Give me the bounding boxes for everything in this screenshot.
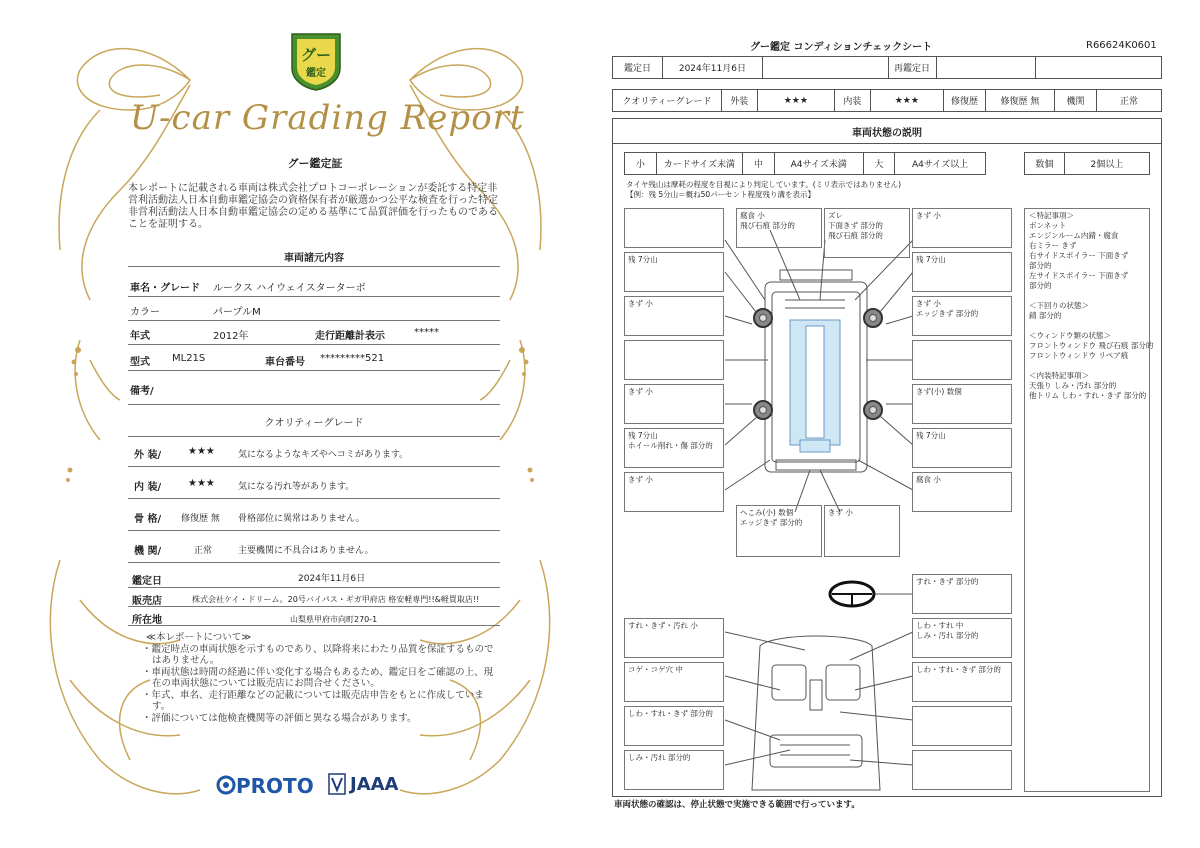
date-value: 2024年11月6日 — [298, 574, 366, 584]
condition-check-sheet — [600, 0, 1200, 848]
proto-logo-icon — [216, 774, 236, 796]
condition-text: エッジきず 部分的 — [740, 518, 803, 527]
condition-box — [912, 208, 1012, 248]
condition-text: 飛び石痕 部分的 — [740, 221, 795, 230]
size-small-label: 小 — [625, 153, 657, 175]
jaaa-logo: JAAA — [350, 774, 399, 795]
condition-box — [912, 662, 1012, 702]
condition-box — [624, 296, 724, 336]
shop-value: 株式会社ケイ・ドリーム。20号バイパス・ギガ甲府店 格安軽専門!!&軽買取店!! — [192, 595, 480, 604]
note-line: 左サイドスポイラー 下面きず — [1029, 271, 1129, 280]
size-large-desc: A4サイズ以上 — [895, 153, 986, 175]
certificate-title: グー鑑定証 — [287, 157, 343, 170]
count-desc: 2個以上 — [1064, 153, 1149, 175]
grade-interior-label: 内 装/ — [134, 482, 162, 493]
model-label: 型式 — [130, 357, 150, 368]
spec-title: 車両諸元内容 — [284, 253, 344, 264]
tire-note-line: タイヤ残山は摩耗の程度を目視により判定しています。(ミリ表示ではありません) — [626, 180, 902, 189]
condition-text: 残 7分山 — [628, 255, 658, 264]
condition-box — [824, 505, 900, 557]
tire-note-line: 【例：残 5分山＝概ね50パーセント程度残り溝を表示】 — [626, 190, 816, 199]
divider — [128, 266, 500, 267]
condition-box — [912, 706, 1012, 746]
jaaa-logo-icon — [326, 772, 348, 796]
engine-label: 機関 — [1055, 90, 1097, 112]
grade-frame-value: 修復歴 無 — [181, 514, 220, 524]
address-label: 所在地 — [132, 615, 162, 626]
condition-text: エッジきず 部分的 — [916, 309, 979, 318]
condition-text: きず 小 — [628, 299, 653, 308]
condition-box — [912, 428, 1012, 468]
divider — [128, 344, 500, 345]
condition-text: 残 7分山 — [916, 255, 946, 264]
chassis-value: *********521 — [320, 353, 385, 364]
condition-text: きず 小 — [916, 299, 941, 308]
condition-box — [624, 662, 724, 702]
model-value: ML21S — [172, 353, 206, 364]
condition-text: きず 小 — [916, 211, 941, 220]
date-label: 鑑定日 — [613, 57, 663, 79]
note-item: ・鑑定時点の車両状態を示すものであり、以降将来にわたり品質を保証するものではありません。 — [142, 643, 494, 666]
note-line: フロントウィンドウ 飛び石痕 部分的 — [1029, 341, 1154, 350]
redate-label: 再鑑定日 — [888, 57, 936, 79]
divider — [128, 530, 500, 531]
condition-text: しわ・すれ・きず 部分的 — [916, 665, 1001, 674]
divider — [128, 370, 500, 371]
divider — [128, 498, 500, 499]
badge-top-text: グー — [300, 46, 332, 64]
condition-text: ホイール削れ・傷 部分的 — [628, 441, 713, 450]
divider — [128, 606, 500, 607]
exterior-value: ★★★ — [757, 90, 835, 112]
divider — [128, 562, 500, 563]
condition-text: コゲ・コゲ穴 中 — [628, 665, 683, 674]
condition-box — [624, 750, 724, 790]
condition-text: すれ・きず 部分的 — [916, 577, 979, 586]
divider — [128, 625, 500, 626]
condition-text: しみ・汚れ 部分的 — [628, 753, 691, 762]
sheet-title: グー鑑定 コンディションチェックシート — [750, 42, 933, 53]
sheet-code: R66624K0601 — [1086, 40, 1157, 51]
year-value: 2012年 — [213, 331, 249, 342]
condition-text: すれ・きず・汚れ 小 — [628, 621, 698, 630]
note-line: 錆 部分的 — [1029, 311, 1062, 320]
condition-box — [824, 208, 910, 258]
goo-kantei-badge-icon — [286, 30, 346, 92]
condition-box — [912, 618, 1012, 658]
note-item: ・評価については他検査機関等の評価と異なる場合があります。 — [142, 712, 417, 724]
address-value: 山梨県甲府市向町270-1 — [290, 615, 378, 624]
size-mid-label: 中 — [743, 153, 775, 175]
condition-box — [624, 384, 724, 424]
note-line: 他トリム しわ・すれ・きず 部分的 — [1029, 391, 1147, 400]
divider — [128, 404, 500, 405]
size-mid-desc: A4サイズ未満 — [774, 153, 863, 175]
condition-box — [912, 340, 1012, 380]
size-large-label: 大 — [863, 153, 895, 175]
mileage-label: 走行距離計表示 — [315, 331, 385, 342]
condition-text: 腐食 小 — [740, 211, 765, 220]
size-small-desc: カードサイズ未満 — [656, 153, 743, 175]
note-line: ボンネット — [1029, 221, 1067, 230]
note-item: ・年式、車名、走行距離などの記載については販売店申告をもとに作成しています。 — [142, 689, 484, 712]
condition-box — [912, 296, 1012, 336]
badge-bottom-text: 鑑定 — [306, 68, 326, 79]
divider — [128, 296, 500, 297]
condition-text: しみ・汚れ 部分的 — [916, 631, 979, 640]
certificate-text: 本レポートに記載される車両は株式会社プロトコーポレーションが委託する特定非営利活動法人日本自動車鑑定協会の資格保有者が厳選かつ公平な検査を行った特定非営利活動法人日本自動車鑑定協会の定める基準にて品質評価を行ったものであることを証明する。 — [128, 183, 498, 230]
grade-exterior-label: 外 装/ — [134, 450, 162, 461]
condition-box — [624, 340, 724, 380]
condition-box — [624, 208, 724, 248]
condition-box — [912, 472, 1012, 512]
condition-text: 腐食 小 — [916, 475, 941, 484]
year-label: 年式 — [130, 331, 150, 342]
condition-box — [736, 505, 822, 557]
condition-box — [624, 618, 724, 658]
condition-box — [624, 472, 724, 512]
interior-label: 内装 — [835, 90, 871, 112]
condition-text: 下面きず 部分的 — [828, 221, 883, 230]
note-line: ＜ウィンドウ類の状態＞ — [1029, 331, 1112, 340]
color-value: パープルM — [213, 307, 261, 318]
condition-box — [912, 574, 1012, 614]
note-line: エンジンルーム内錆・腐食 — [1029, 231, 1119, 240]
note-line: フロントウィンドウ リペア痕 — [1029, 351, 1129, 360]
note-line: 天張り しみ・汚れ 部分的 — [1029, 381, 1117, 390]
divider — [128, 436, 500, 437]
report-title: U-car Grading Report — [130, 98, 525, 138]
note-line: 部分的 — [1029, 281, 1052, 290]
date-value: 2024年11月6日 — [662, 57, 762, 79]
passenger-seat — [826, 665, 860, 700]
note-line: ＜下回りの状態＞ — [1029, 301, 1089, 310]
grade-exterior-value: ★★★ — [188, 446, 215, 457]
condition-box — [624, 428, 724, 468]
divider — [128, 587, 500, 588]
footer-note: 車両状態の確認は、停止状態で実施できる範囲で行っています。 — [614, 800, 860, 810]
date-label: 鑑定日 — [132, 576, 162, 587]
color-label: カラー — [130, 307, 160, 318]
condition-text: へこみ(小) 数個 — [740, 508, 794, 517]
divider — [128, 466, 500, 467]
note-line: 右サイドスポイラー 下面きず — [1029, 251, 1129, 260]
condition-box — [736, 208, 822, 248]
car-name-value: ルークス ハイウェイスターターボ — [213, 283, 366, 294]
engine-value: 正常 — [1096, 90, 1161, 112]
condition-box — [912, 750, 1012, 790]
divider — [128, 320, 500, 321]
condition-text: きず 小 — [628, 475, 653, 484]
condition-text: しわ・すれ 中 — [916, 621, 964, 630]
exterior-label: 外装 — [721, 90, 757, 112]
repair-value: 修復歴 無 — [985, 90, 1054, 112]
note-line: ＜内装特記事項＞ — [1029, 371, 1089, 380]
condition-text: しわ・すれ・きず 部分的 — [628, 709, 713, 718]
chassis-label: 車台番号 — [265, 357, 305, 368]
grade-engine-label: 機 関/ — [134, 546, 162, 557]
grade-engine-desc: 主要機関に不具合はありません。 — [238, 546, 374, 556]
quality-title: クオリティーグレード — [264, 418, 364, 429]
quality-label: クオリティーグレード — [613, 90, 722, 112]
condition-text: きず(小) 数個 — [916, 387, 962, 396]
condition-box — [624, 706, 724, 746]
condition-box — [912, 252, 1012, 292]
grade-engine-value: 正常 — [194, 546, 213, 556]
condition-box — [912, 384, 1012, 424]
condition-text: ズレ — [828, 211, 843, 220]
grade-frame-label: 骨 格/ — [134, 514, 162, 525]
mileage-value: ***** — [414, 327, 439, 338]
condition-box — [624, 252, 724, 292]
grade-frame-desc: 骨格部位に異常はありません。 — [238, 514, 365, 524]
repair-label: 修復歴 — [944, 90, 986, 112]
condition-text: きず 小 — [828, 508, 853, 517]
note-line: 部分的 — [1029, 261, 1052, 270]
condition-text: 残 7分山 — [628, 431, 658, 440]
driver-seat — [772, 665, 806, 700]
remarks-label: 備考/ — [130, 386, 154, 397]
count-label: 数個 — [1025, 153, 1065, 175]
interior-value: ★★★ — [870, 90, 943, 112]
note-item: ・車両状態は時間の経過に伴い変化する場合もあるため、鑑定日をご確認の上、現在の車両状態については販売店にお問合せください。 — [142, 666, 494, 689]
note-line: ＜特記事項＞ — [1029, 211, 1074, 220]
condition-text: きず 小 — [628, 387, 653, 396]
grade-exterior-desc: 気になるようなキズやヘコミがあります。 — [238, 450, 409, 460]
car-name-label: 車名・グレード — [130, 283, 200, 294]
note-line: 右ミラー きず — [1029, 241, 1077, 250]
notes-title: ≪本レポートについて≫ — [146, 632, 252, 643]
condition-text: 残 7分山 — [916, 431, 946, 440]
report-notes — [140, 632, 500, 724]
special-notes-box — [1024, 208, 1154, 792]
shop-label: 販売店 — [132, 596, 162, 607]
condition-title: 車両状態の説明 — [852, 128, 922, 139]
condition-text: 飛び石痕 部分的 — [828, 231, 883, 240]
grade-interior-desc: 気になる汚れ等があります。 — [238, 482, 355, 492]
proto-logo: PROTO — [236, 774, 314, 798]
grade-interior-value: ★★★ — [188, 478, 215, 489]
